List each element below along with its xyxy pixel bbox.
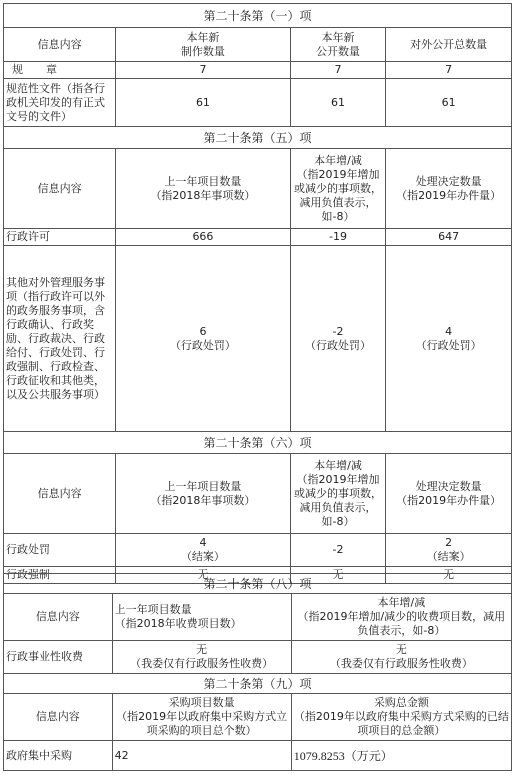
row-label: 行政处罚 <box>4 534 116 567</box>
col-header: 上一年项目数量 （指2018年收费项目数） <box>112 594 291 641</box>
col-header: 信息内容 <box>4 28 116 62</box>
col-header: 本年增/减 （指2019年增加或减少的事项数，减用负值表示，如-8） <box>290 454 386 534</box>
cell-value: 6 （行政处罚） <box>116 246 291 432</box>
row-label: 行政强制 <box>4 567 116 584</box>
section-title-9: 第二十条第（九）项 <box>4 674 512 694</box>
col-header: 上一年项目数量 （指2018年事项数） <box>116 149 291 229</box>
disclosure-table-fees <box>3 573 512 771</box>
col-header: 处理决定数量 （指2019年办件量） <box>386 454 512 534</box>
col-header: 采购总金额 （指2019年以政府集中采购方式采购的已结项项目的总金额） <box>291 694 511 741</box>
col-header: 本年增/减 （指2019年增加/减少的收费项目数，减用负值表示，如-8） <box>291 594 511 641</box>
row-label: 行政许可 <box>4 229 116 246</box>
col-header: 采购项目数量 （指2019年以政府集中采购方式立项采购的项目总个数） <box>112 694 291 741</box>
section-title-1: 第二十条第（一）项 <box>4 4 512 28</box>
col-header: 信息内容 <box>4 454 116 534</box>
row-label: 其他对外管理服务事项（指行政许可以外的政务服务事项，含行政确认、行政奖励、行政裁决、行政给付、行政处罚、行政强制、行政检查、行政征收和其他类，以及公共服务事项） <box>4 246 116 432</box>
col-header: 本年新 公开数量 <box>290 28 386 62</box>
disclosure-table-main <box>3 3 512 584</box>
cell-value: 2 （结案） <box>386 534 512 567</box>
cell-value: 61 <box>386 79 512 127</box>
col-header: 本年增/减 （指2019年增加或减少的事项数，减用负值表示，如-8） <box>290 149 386 229</box>
col-header: 本年新 制作数量 <box>116 28 291 62</box>
section-title-5: 第二十条第（五）项 <box>4 127 512 149</box>
col-header: 上一年项目数量 （指2018年事项数） <box>116 454 291 534</box>
cell-value: 7 <box>290 62 386 79</box>
cell-value: 61 <box>290 79 386 127</box>
cell-value: 42 <box>112 741 291 771</box>
row-label: 行政事业性收费 <box>4 641 113 674</box>
row-label: 政府集中采购 <box>4 741 113 771</box>
cell-value: -19 <box>290 229 386 246</box>
cell-value: 无 （我委仅有行政服务性收费） <box>112 641 291 674</box>
cell-value: 647 <box>386 229 512 246</box>
cell-value: 61 <box>116 79 291 127</box>
cell-value: 4 （结案） <box>116 534 291 567</box>
col-header: 信息内容 <box>4 594 113 641</box>
cell-value: 1079.8253（万元） <box>291 741 511 771</box>
col-header: 信息内容 <box>4 694 113 741</box>
cell-value: 无 <box>116 567 291 584</box>
row-label: 规范性文件（指各行政机关印发的有正式文号的文件） <box>4 79 116 127</box>
cell-value: 无 （我委仅有行政服务性收费） <box>291 641 511 674</box>
cell-value: 666 <box>116 229 291 246</box>
cell-value: 7 <box>116 62 291 79</box>
cell-value: 无 <box>386 567 512 584</box>
col-header: 处理决定数量 （指2019年办件量） <box>386 149 512 229</box>
section-title-8: 第二十条第（八）项 <box>4 574 512 594</box>
cell-value: 无 <box>290 567 386 584</box>
cell-value: 7 <box>386 62 512 79</box>
cell-value: -2 <box>290 534 386 567</box>
col-header: 对外公开总数量 <box>386 28 512 62</box>
section-title-6: 第二十条第（六）项 <box>4 432 512 454</box>
cell-value: 4 （行政处罚） <box>386 246 512 432</box>
cell-value: -2 （行政处罚） <box>290 246 386 432</box>
col-header: 信息内容 <box>4 149 116 229</box>
row-label: 规 章 <box>4 62 116 79</box>
